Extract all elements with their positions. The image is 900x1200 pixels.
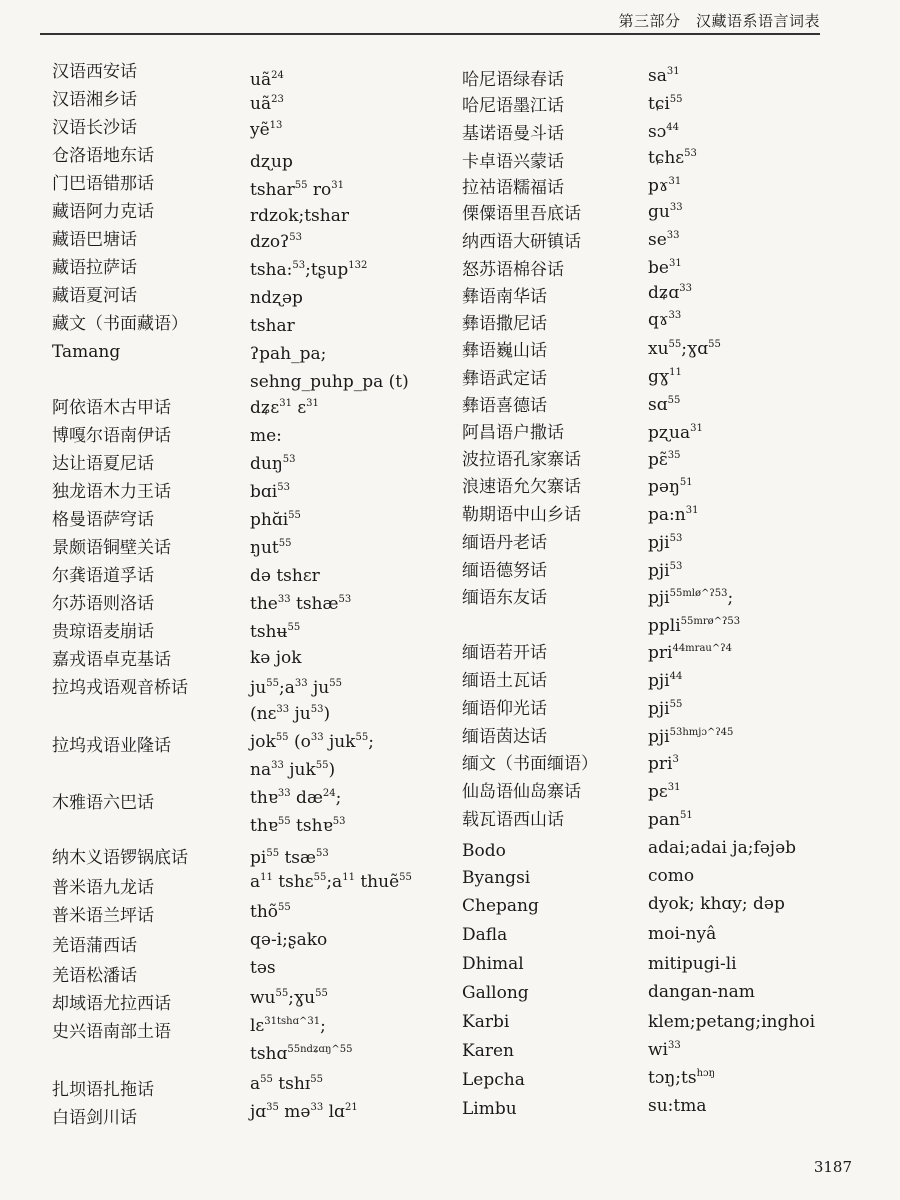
word-form: $phɑ̆i^{55}$ — [250, 510, 301, 530]
word-form: lɛ$^{31tshɑ\^{}31}$; — [250, 1016, 326, 1036]
dialect-name: 藏语巴塘话 — [52, 230, 137, 250]
dialect-name: Bodo — [462, 841, 506, 861]
word-form: pri$^3$ — [648, 754, 679, 774]
word-form: $tɔŋ;ts^{hɔŋ}$ — [648, 1068, 716, 1088]
dialect-name: Dhimal — [462, 954, 524, 974]
word-form: dangan-nam — [648, 982, 755, 1002]
dialect-name: 纳木义语锣锅底话 — [52, 848, 188, 868]
word-form: tshar$^{55}$ $ro^{31}$ — [250, 180, 345, 200]
word-form: qɤ$^{33}$ — [648, 310, 682, 330]
dialect-name: 勒期语中山乡话 — [462, 505, 581, 525]
word-form: kə jok — [250, 648, 302, 668]
dialect-name: 哈尼语绿春话 — [462, 70, 564, 90]
dialect-name: 哈尼语墨江话 — [462, 96, 564, 116]
dialect-name: 尔龚语道孚话 — [52, 566, 154, 586]
dialect-name: Tamang — [52, 342, 121, 362]
word-form: tshʉ$^{55}$ — [250, 622, 301, 642]
dialect-name: 缅语茵达话 — [462, 727, 547, 747]
dialect-name: 拉坞戎语业隆话 — [52, 736, 171, 756]
dialect-name: 缅语若开话 — [462, 643, 547, 663]
word-form: $pi^{55}$ tsæ$^{53}$ — [250, 848, 329, 868]
word-form: $xu^{55};ɣɑ^{55}$ — [648, 339, 721, 359]
dialect-name: 怒苏语棉谷话 — [462, 260, 564, 280]
word-form: pji$^{53hmjɔ\^{}ʔ45}$ — [648, 727, 734, 747]
dialect-name: 缅语土瓦话 — [462, 671, 547, 691]
word-form: $wi^{33}$ — [648, 1040, 681, 1060]
dialect-name: 缅语丹老话 — [462, 533, 547, 553]
word-form: the$^{33}$ tshæ$^{53}$ — [250, 594, 352, 614]
word-form: thõ$^{55}$ — [250, 902, 291, 922]
dialect-name: 波拉语孔家寨话 — [462, 450, 581, 470]
dialect-name: 尔苏语则洛话 — [52, 594, 154, 614]
word-form: dyok; khɑy; dəp — [648, 894, 785, 914]
word-form: jɑ$^{35}$ mə$^{33}$ lɑ$^{21}$ — [250, 1102, 358, 1122]
word-form: thɐ$^{55}$ tshɐ$^{53}$ — [250, 816, 346, 836]
dialect-name: 史兴语南部土语 — [52, 1022, 171, 1042]
dialect-name: Limbu — [462, 1099, 517, 1119]
word-form: pəŋ$^{51}$ — [648, 477, 693, 497]
word-form: gɣ$^{11}$ — [648, 367, 682, 387]
word-form: pji$^{53}$ — [648, 561, 683, 581]
dialect-name: 缅文（书面缅语） — [462, 754, 598, 774]
dialect-name: 扎坝语扎拖话 — [52, 1080, 154, 1100]
word-form: duŋ$^{53}$ — [250, 454, 296, 474]
page-header — [0, 0, 900, 36]
dialect-name: 格曼语萨穹话 — [52, 510, 154, 530]
word-form: tshɑ$^{55ndʑɑŋ\^{}55}$ — [250, 1044, 353, 1064]
word-form: $a^{11}$ $tshɛ^{55};a^{11}$ thuẽ$^{55}$ — [250, 872, 412, 892]
dialect-name: Dafla — [462, 925, 508, 945]
word-form: $be^{31}$ — [648, 258, 682, 278]
word-form: pji$^{53}$ — [648, 533, 683, 553]
word-form: dʑɛ$^{31}$ ɛ$^{31}$ — [250, 398, 319, 418]
word-form: ndʐəp — [250, 288, 303, 308]
dialect-name: 阿依语木古甲话 — [52, 398, 171, 418]
dialect-name: 载瓦语西山话 — [462, 810, 564, 830]
word-form: pji$^{55}$ — [648, 699, 683, 719]
dialect-name: 仙岛语仙岛寨话 — [462, 782, 581, 802]
dialect-name: 傈僳语里吾底话 — [462, 204, 581, 224]
dialect-name: Chepang — [462, 896, 539, 916]
dialect-name: Karbi — [462, 1012, 510, 1032]
dialect-name: 缅语德努话 — [462, 561, 547, 581]
word-form: pan$^{51}$ — [648, 810, 693, 830]
word-form: tɕhɛ$^{53}$ — [648, 148, 697, 168]
dialect-name: 门巴语错那话 — [52, 174, 154, 194]
word-form: yẽ$^{13}$ — [250, 120, 283, 140]
dialect-name: Lepcha — [462, 1070, 525, 1090]
header-rule — [40, 33, 820, 35]
dialect-name: 汉语西安话 — [52, 62, 137, 82]
dialect-name: 羌语蒲西话 — [52, 936, 137, 956]
word-form: tɕi$^{55}$ — [648, 94, 683, 114]
word-form: də tshɛr — [250, 566, 320, 586]
dialect-name: 博嘎尔语南伊话 — [52, 426, 171, 446]
dialect-name: 汉语湘乡话 — [52, 90, 137, 110]
word-form: rdzok;tshar — [250, 206, 349, 226]
word-form: $pa:n^{31}$ — [648, 505, 699, 525]
word-form: tsha:$^{53}$;tʂup$^{132}$ — [250, 260, 368, 280]
dialect-name: 纳西语大研镇话 — [462, 232, 581, 252]
word-form: qə-i;ʂako — [250, 930, 328, 950]
word-form: dzoʔ$^{53}$ — [250, 232, 302, 252]
word-form: təs — [250, 958, 276, 978]
word-form: $gu^{33}$ — [648, 202, 683, 222]
word-form: $se^{33}$ — [648, 230, 680, 250]
dialect-name: 彝语撒尼话 — [462, 314, 547, 334]
dialect-name: 嘉戎语卓克基话 — [52, 650, 171, 670]
dialect-name: 木雅语六巴话 — [52, 793, 154, 813]
word-form: pɤ$^{31}$ — [648, 176, 682, 196]
dialect-name: 藏文（书面藏语） — [52, 314, 188, 334]
word-form: tshar — [250, 316, 295, 336]
dialect-name: 彝语喜德话 — [462, 396, 547, 416]
dialect-name: 却域语尤拉西话 — [52, 994, 171, 1014]
word-form: $uã^{24}$ — [250, 70, 284, 90]
word-form: pɛ$^{31}$ — [648, 782, 681, 802]
word-form: sɑ$^{55}$ — [648, 395, 681, 415]
dialect-name: 阿昌语户撒话 — [462, 423, 564, 443]
dialect-name: 藏语阿力克话 — [52, 202, 154, 222]
word-form: pji$^{44}$ — [648, 671, 683, 691]
word-form: adai;adai ja;fəjəb — [648, 838, 797, 858]
dialect-name: 普米语兰坪话 — [52, 906, 154, 926]
dialect-name: 贵琼语麦崩话 — [52, 622, 154, 642]
dialect-name: 达让语夏尼话 — [52, 454, 154, 474]
dialect-name: 浪速语允欠寨话 — [462, 477, 581, 497]
dialect-name: 景颇语铜壁关话 — [52, 538, 171, 558]
word-form: su:tma — [648, 1096, 707, 1116]
word-form: $na^{33}$ juk$^{55}$) — [250, 760, 336, 780]
word-form: $a^{55}$ tshɪ$^{55}$ — [250, 1074, 323, 1094]
dialect-name: 独龙语木力王话 — [52, 482, 171, 502]
running-head: 第三部分 汉藏语系语言词表 — [618, 12, 820, 30]
word-form: $sa^{31}$ — [648, 66, 680, 86]
dialect-name: 卡卓语兴蒙话 — [462, 152, 564, 172]
word-form: moi-nyâ — [648, 924, 717, 944]
dialect-name: 白语剑川话 — [52, 1108, 137, 1128]
dialect-name: 藏语夏河话 — [52, 286, 137, 306]
dialect-name: Byangsi — [462, 868, 531, 888]
word-form: pji$^{55mlø\^{}ʔ53}$; — [648, 588, 734, 608]
dialect-name: 拉祜语糯福话 — [462, 178, 564, 198]
word-form: pʐua$^{31}$ — [648, 423, 703, 443]
dialect-name: 缅语仰光话 — [462, 699, 547, 719]
word-form: ppli$^{55mrø\^{}ʔ53}$ — [648, 616, 741, 636]
dialect-name: 缅语东友话 — [462, 588, 547, 608]
word-form: mitipugi-li — [648, 954, 737, 974]
word-form: sɔ$^{44}$ — [648, 122, 679, 142]
word-form: pɛ̃$^{35}$ — [648, 450, 681, 470]
dialect-name: 汉语长沙话 — [52, 118, 137, 138]
dialect-name: 藏语拉萨话 — [52, 258, 137, 278]
dialect-name: 羌语松潘话 — [52, 966, 137, 986]
page-number: 3187 — [813, 1158, 852, 1176]
dialect-name: 普米语九龙话 — [52, 878, 154, 898]
dialect-name: 拉坞戎语观音桥话 — [52, 678, 188, 698]
word-form: sehng_puhp_pa (t) — [250, 372, 409, 392]
word-form: bɑi$^{53}$ — [250, 482, 290, 502]
word-form: klem;petang;inghoi — [648, 1012, 816, 1032]
dialect-name: Gallong — [462, 983, 529, 1003]
dialect-name: 基诺语曼斗话 — [462, 124, 564, 144]
word-form: dʑɑ$^{33}$ — [648, 283, 693, 303]
dialect-name: 彝语巍山话 — [462, 341, 547, 361]
word-form: pri$^{44mrau\^{}ʔ4}$ — [648, 643, 732, 663]
word-form: como — [648, 866, 695, 886]
word-form: jok$^{55}$ ($o^{33}$ juk$^{55}$; — [250, 732, 374, 752]
dialect-name: 彝语武定话 — [462, 369, 547, 389]
word-form: dʐup — [250, 152, 293, 172]
word-form: thɐ$^{33}$ $dæ^{24}$; — [250, 788, 342, 808]
word-form: me: — [250, 426, 282, 446]
dialect-name: 仓洛语地东话 — [52, 146, 154, 166]
word-form: (nɛ$^{33}$ $ju^{53}$) — [250, 704, 331, 724]
word-form: ŋut$^{55}$ — [250, 538, 292, 558]
word-form: ʔpah_pa; — [250, 344, 327, 364]
dialect-name: Karen — [462, 1041, 514, 1061]
word-form: $uã^{23}$ — [250, 94, 284, 114]
word-form: $ju^{55};a^{33}$ $ju^{55}$ — [250, 678, 342, 698]
word-form: $wu^{55};ɣu^{55}$ — [250, 988, 328, 1008]
dialect-name: 彝语南华话 — [462, 287, 547, 307]
